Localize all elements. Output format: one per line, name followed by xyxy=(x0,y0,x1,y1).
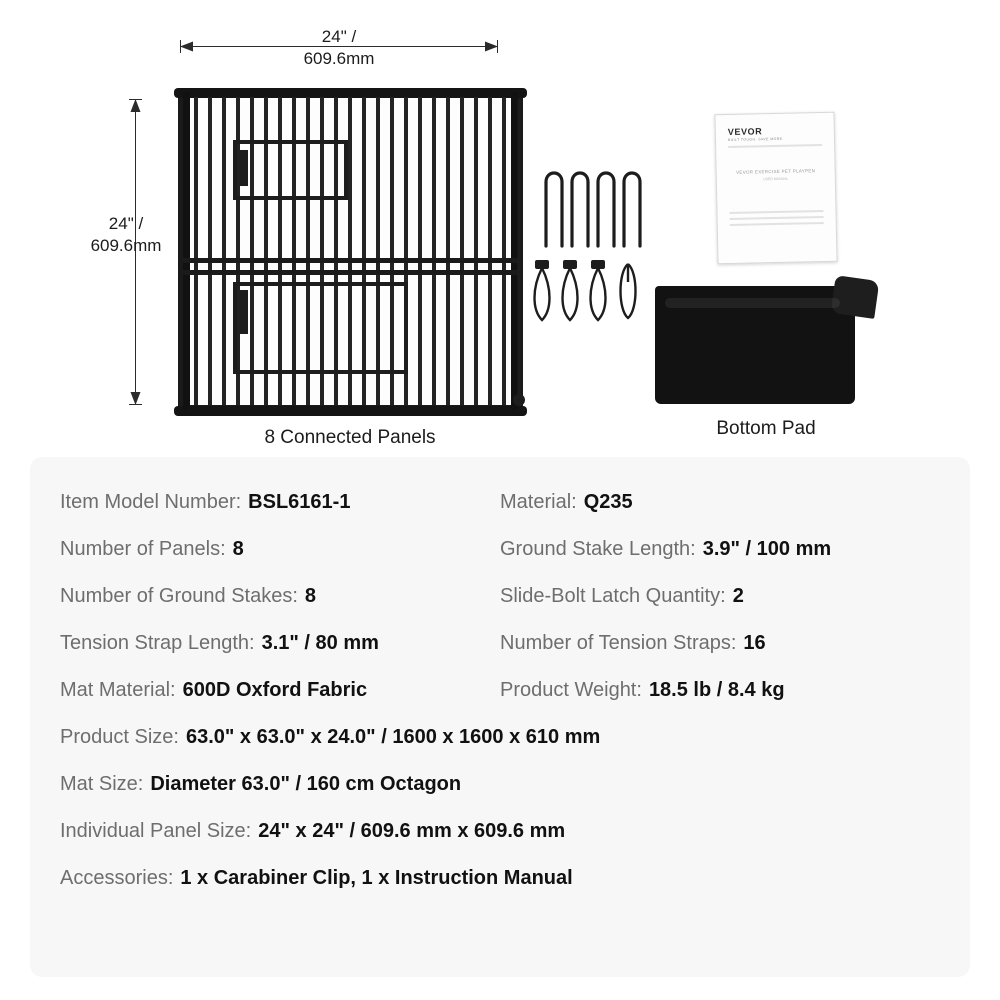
spec-value: 8 xyxy=(304,585,317,607)
spec-row xyxy=(60,526,940,573)
spec-label: Material: xyxy=(500,491,577,513)
bottom-pad-highlight xyxy=(665,298,840,308)
width-dimension-line2: 609.6mm xyxy=(303,49,375,68)
manual-divider xyxy=(730,216,824,220)
cage-bottom-rail xyxy=(174,406,527,416)
spec-label: Ground Stake Length: xyxy=(500,538,696,560)
spec-row xyxy=(60,855,940,902)
spec-label: Number of Tension Straps: xyxy=(500,632,737,654)
spec-material xyxy=(500,479,930,526)
spec-value: 24" x 24" / 609.6 mm x 609.6 mm xyxy=(258,820,566,842)
width-arrow-right-icon xyxy=(485,41,499,52)
instruction-manual xyxy=(714,112,837,264)
connected-panels-illustration xyxy=(178,92,523,410)
cage-bar xyxy=(474,97,478,405)
cage-bar xyxy=(432,97,436,405)
slide-bolt-latch-upper xyxy=(240,150,248,186)
spec-value: 63.0" x 63.0" x 24.0" / 1600 x 1600 x 610 mm xyxy=(185,726,601,748)
width-arrow-left-icon xyxy=(180,41,194,52)
spec-label: Item Model Number: xyxy=(60,491,242,513)
spec-mat-size xyxy=(60,761,940,808)
spec-ground-stake-length xyxy=(500,526,930,573)
spec-row xyxy=(60,808,940,855)
spec-label: Individual Panel Size: xyxy=(60,820,252,842)
spec-number-of-panels xyxy=(60,526,500,573)
spec-value: 18.5 lb / 8.4 kg xyxy=(648,679,785,701)
spec-label: Mat Size: xyxy=(60,773,144,795)
spec-label: Slide-Bolt Latch Quantity: xyxy=(500,585,726,607)
manual-subtitle: USER MANUAL xyxy=(763,176,789,182)
spec-row xyxy=(60,573,940,620)
spec-value: BSL6161-1 xyxy=(248,491,351,513)
spec-row xyxy=(60,667,940,714)
height-dimension-line2: 609.6mm xyxy=(90,236,162,255)
tension-straps-icon xyxy=(530,258,650,328)
manual-title: VEVOR EXERCISE PET PLAYPEN xyxy=(736,168,816,175)
slide-bolt-latch-lower xyxy=(240,290,248,334)
ground-stakes-icon xyxy=(540,160,650,250)
spec-value: 3.1" / 80 mm xyxy=(261,632,379,654)
cage-door-lower xyxy=(233,282,408,374)
spec-label: Number of Ground Stakes: xyxy=(60,585,298,607)
spec-value: Diameter 63.0" / 160 cm Octagon xyxy=(150,773,462,795)
specifications-panel xyxy=(30,457,970,977)
spec-row xyxy=(60,714,940,761)
spec-value: 1 x Carabiner Clip, 1 x Instruction Manual xyxy=(180,867,573,889)
spec-number-of-tension-straps xyxy=(500,620,930,667)
spec-product-size xyxy=(60,714,940,761)
width-dimension-line1: 24" / xyxy=(321,27,357,46)
spec-label: Product Weight: xyxy=(500,679,642,701)
cage-door-upper xyxy=(233,140,348,200)
spec-label: Accessories: xyxy=(60,867,174,889)
spec-row xyxy=(60,479,940,526)
cage-caption: 8 Connected Panels xyxy=(264,427,436,448)
spec-value: Q235 xyxy=(583,491,633,513)
spec-number-of-ground-stakes xyxy=(60,573,500,620)
panel-joint xyxy=(183,92,190,410)
spec-label: Mat Material: xyxy=(60,679,176,701)
manual-divider xyxy=(729,210,823,214)
spec-row xyxy=(60,761,940,808)
bottom-pad-illustration xyxy=(655,278,877,410)
manual-divider xyxy=(730,222,824,226)
cage-bar xyxy=(222,97,226,405)
spec-slide-bolt-latch-quantity xyxy=(500,573,930,620)
spec-value: 16 xyxy=(743,632,766,654)
spec-value: 600D Oxford Fabric xyxy=(182,679,368,701)
spec-label: Product Size: xyxy=(60,726,179,748)
cage-mid-rail xyxy=(183,270,518,275)
manual-brand-subtitle: BUILT TOUGH. SAVE MORE. xyxy=(727,136,784,142)
spec-value: 3.9" / 100 mm xyxy=(702,538,832,560)
cage-bar xyxy=(488,97,492,405)
spec-row xyxy=(60,620,940,667)
spec-mat-material xyxy=(60,667,500,714)
height-dimension-line1: 24" / xyxy=(108,214,144,233)
cage-bar xyxy=(418,97,422,405)
bottom-pad-fold xyxy=(831,275,880,319)
spec-tension-strap-length xyxy=(60,620,500,667)
height-dimension-label xyxy=(66,213,186,257)
height-arrow-bottom-icon xyxy=(130,392,141,406)
spec-item-model-number xyxy=(60,479,500,526)
product-illustration xyxy=(0,0,1000,455)
spec-label: Number of Panels: xyxy=(60,538,226,560)
spec-accessories xyxy=(60,855,940,902)
carabiner-clip-icon xyxy=(621,264,636,318)
spec-label: Tension Strap Length: xyxy=(60,632,255,654)
cage-bar xyxy=(446,97,450,405)
cage-bar xyxy=(194,97,198,405)
spec-value: 8 xyxy=(232,538,244,560)
spec-value: 2 xyxy=(732,585,744,607)
pad-caption: Bottom Pad xyxy=(716,418,816,439)
cage-bar xyxy=(208,97,212,405)
support-rod-icon xyxy=(512,96,526,411)
cage-mid-rail xyxy=(183,258,518,263)
height-arrow-top-icon xyxy=(130,99,141,113)
cage-bar xyxy=(502,97,506,405)
spec-product-weight xyxy=(500,667,930,714)
width-dimension-label xyxy=(264,26,414,70)
manual-brand: VEVOR xyxy=(727,126,763,137)
manual-divider xyxy=(728,144,822,148)
spec-individual-panel-size xyxy=(60,808,940,855)
cage-bar xyxy=(460,97,464,405)
